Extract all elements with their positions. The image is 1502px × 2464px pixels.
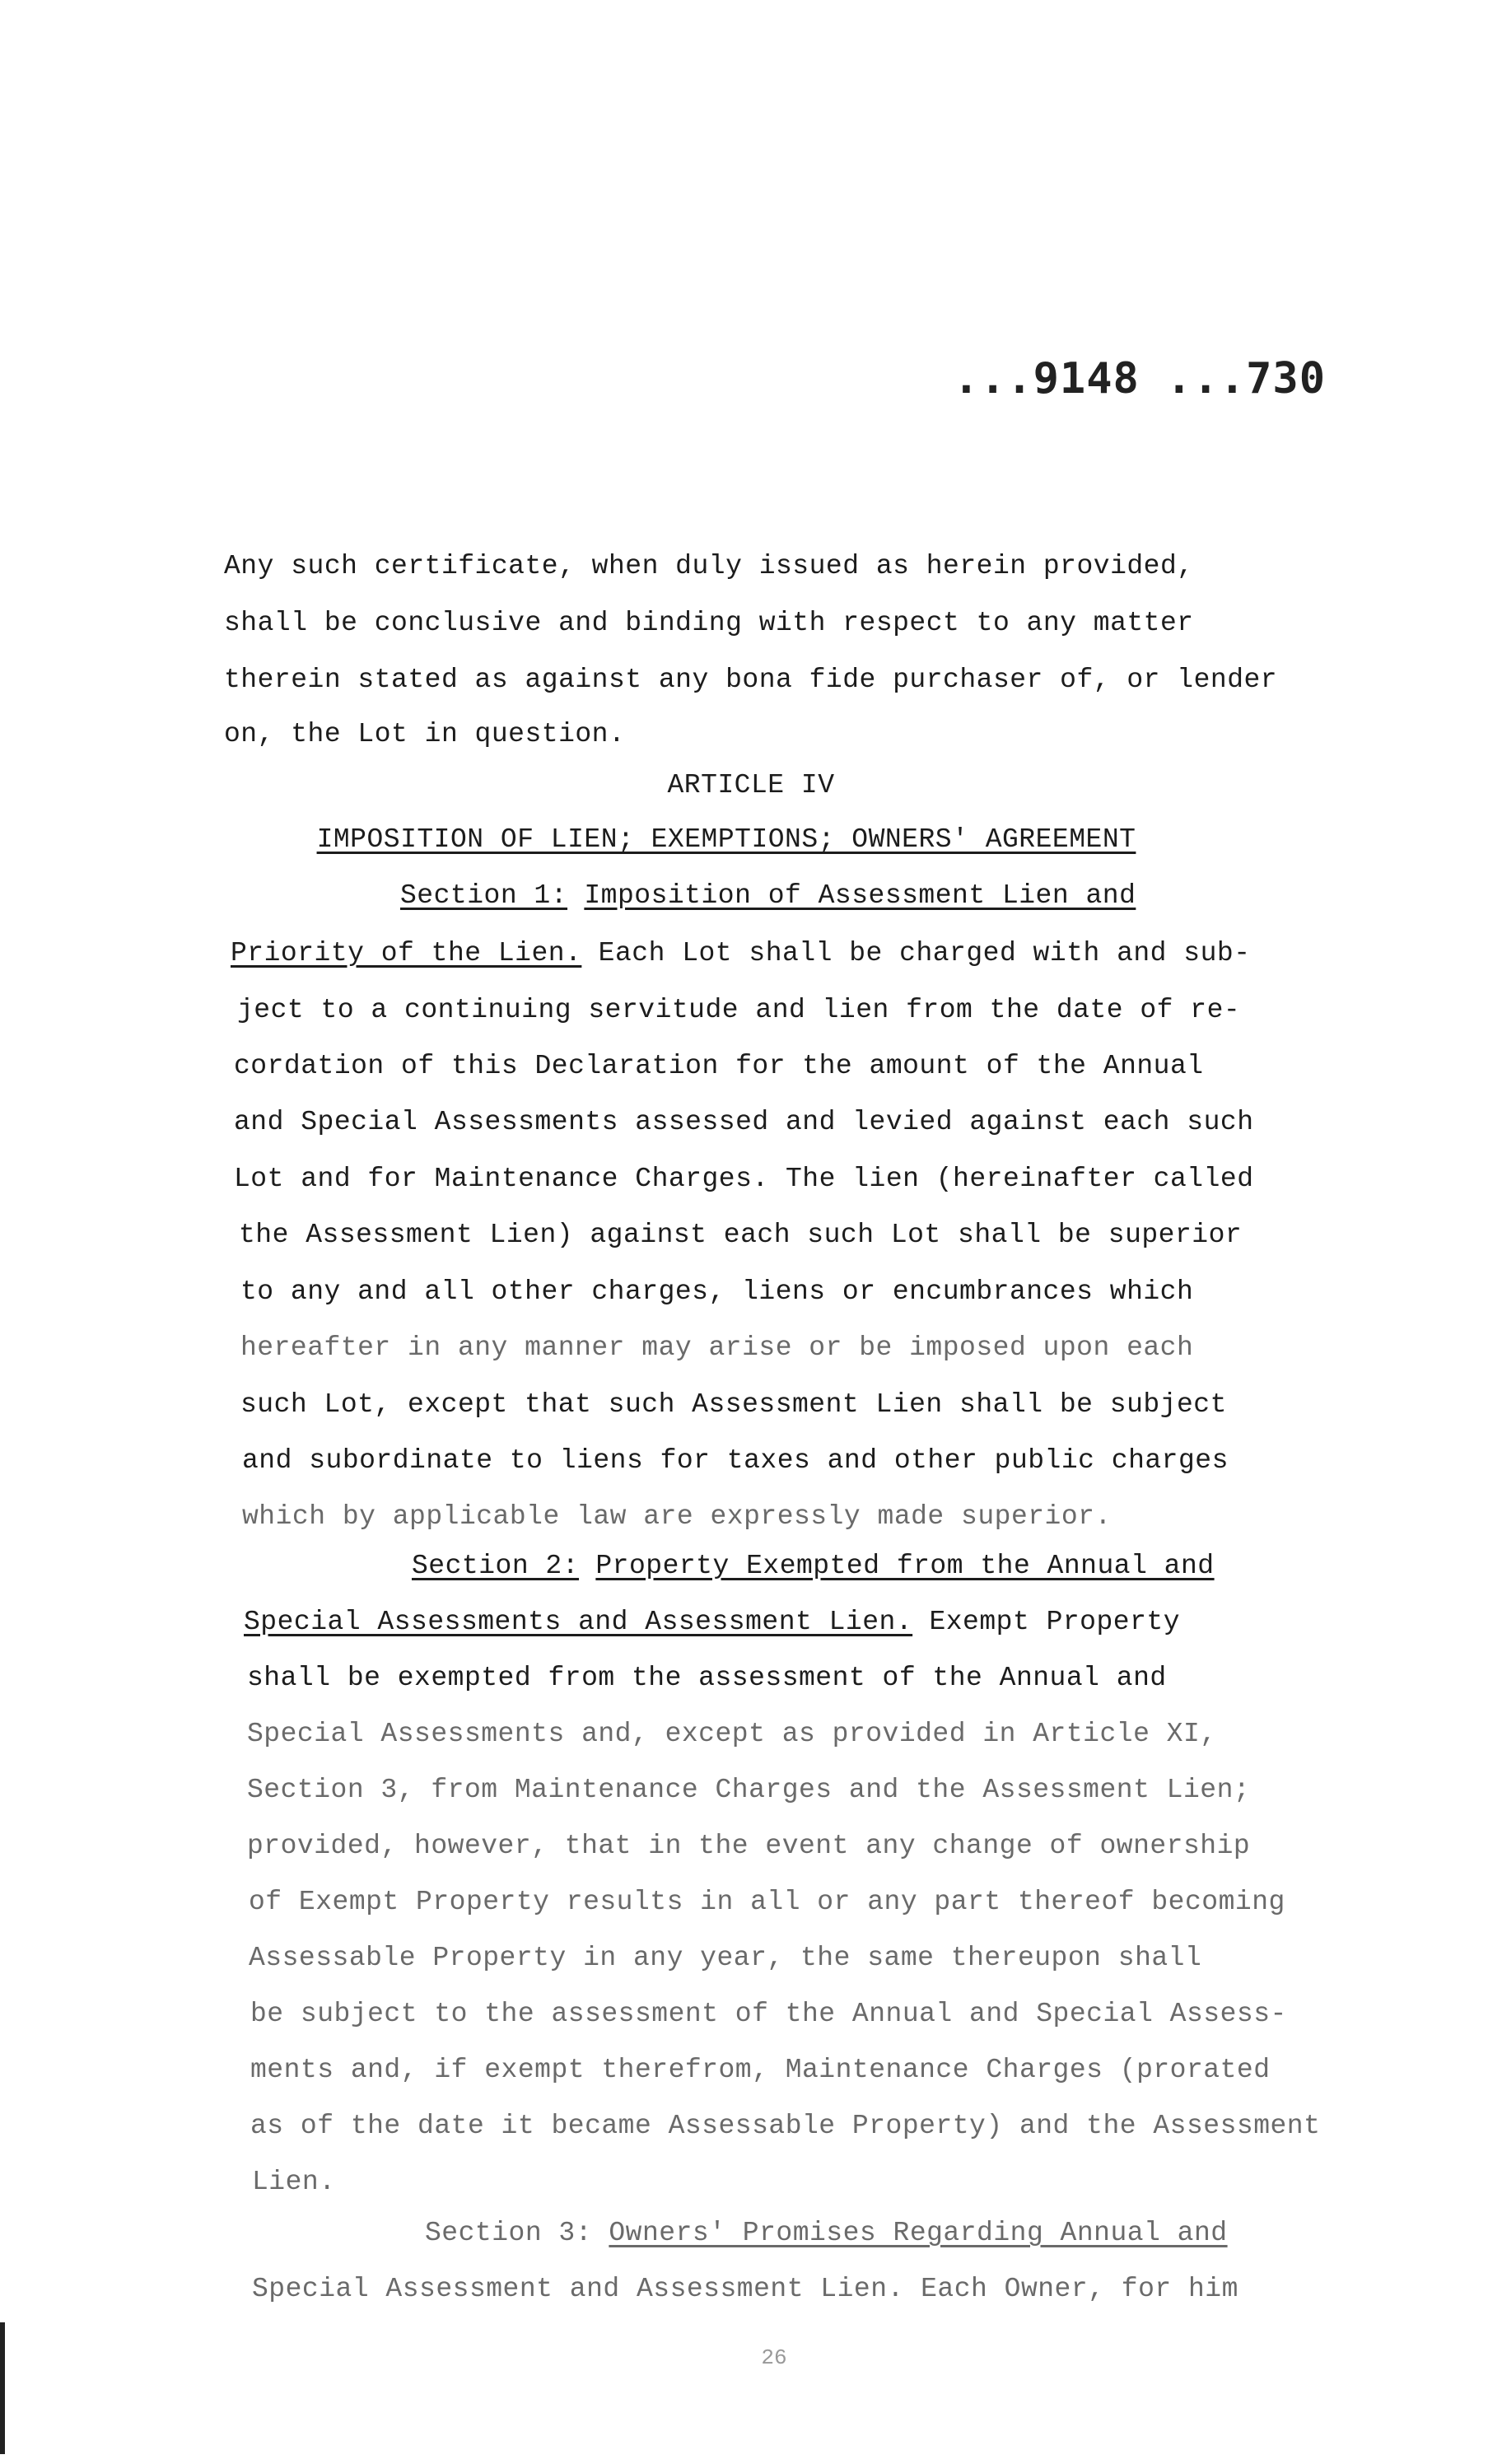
body-line: to any and all other charges, liens or encumbrances which <box>240 1276 1194 1307</box>
scan-edge-mark <box>0 2322 5 2454</box>
section-title: Priority of the Lien. <box>231 938 582 968</box>
body-line: be subject to the assessment of the Annual and Special Assess- <box>250 1999 1287 2029</box>
section-heading-line <box>412 1550 1215 1583</box>
body-line: shall be exempted from the assessment of the Annual and <box>247 1663 1167 1693</box>
body-line: as of the date it became Assessable Property) and the Assessment <box>250 2111 1321 2141</box>
body-line: and subordinate to liens for taxes and other public charges <box>242 1445 1229 1476</box>
article-heading: ARTICLE IV <box>667 770 835 800</box>
section-number: Section 1: <box>400 880 568 911</box>
section-title: Special Assessments and Assessment Lien. <box>244 1607 913 1637</box>
recording-book-page-number: ...9148 ...730 <box>953 354 1326 404</box>
body-line <box>244 1606 1180 1639</box>
body-line: Any such certificate, when duly issued as herein provided, <box>224 551 1194 581</box>
section-title: Owners' Promises Regarding Annual and <box>609 2218 1228 2248</box>
body-line: on, the Lot in question. <box>224 719 626 749</box>
body-line: Special Assessments and, except as provided in Article XI, <box>247 1719 1217 1749</box>
page-number: 26 <box>761 2345 787 2370</box>
section-title: Imposition of Assessment Lien and <box>584 880 1136 911</box>
section-number: Section 3: <box>425 2218 593 2248</box>
body-line: which by applicable law are expressly made superior. <box>242 1501 1112 1532</box>
body-line: Special Assessment and Assessment Lien. Each Owner, for him <box>252 2274 1238 2304</box>
body-line: Assessable Property in any year, the same thereupon shall <box>249 1943 1202 1973</box>
body-line: the Assessment Lien) against each such Lot shall be superior <box>239 1220 1243 1250</box>
body-line: shall be conclusive and binding with respect to any matter <box>224 608 1194 638</box>
body-text: Each Lot shall be charged with and sub- <box>581 938 1251 968</box>
body-line: Lot and for Maintenance Charges. The lien (hereinafter called <box>234 1164 1254 1194</box>
section-heading-line <box>400 880 1136 912</box>
body-line <box>231 937 1251 970</box>
body-line: ject to a continuing servitude and lien from the date of re- <box>237 995 1241 1025</box>
body-line: provided, however, that in the event any change of ownership <box>247 1831 1251 1861</box>
section-number: Section 2: <box>412 1551 580 1581</box>
body-line: such Lot, except that such Assessment Lien shall be subject <box>240 1389 1227 1420</box>
body-line: ments and, if exempt therefrom, Maintenance Charges (prorated <box>250 2055 1271 2085</box>
body-line: and Special Assessments assessed and levied against each such <box>234 1107 1254 1137</box>
section-heading-line <box>425 2217 1228 2250</box>
body-line: Lien. <box>252 2167 336 2197</box>
body-text: Exempt Property <box>912 1607 1180 1637</box>
body-line: hereafter in any manner may arise or be imposed upon each <box>240 1332 1194 1363</box>
article-subheading: IMPOSITION OF LIEN; EXEMPTIONS; OWNERS' AGREEMENT <box>316 824 1136 855</box>
body-line: Section 3, from Maintenance Charges and the Assessment Lien; <box>247 1775 1251 1805</box>
section-title: Property Exempted from the Annual and <box>595 1551 1215 1581</box>
body-line: of Exempt Property results in all or any part thereof becoming <box>249 1887 1285 1917</box>
body-line: cordation of this Declaration for the amount of the Annual <box>234 1051 1204 1081</box>
body-line: therein stated as against any bona fide purchaser of, or lender <box>224 665 1278 695</box>
